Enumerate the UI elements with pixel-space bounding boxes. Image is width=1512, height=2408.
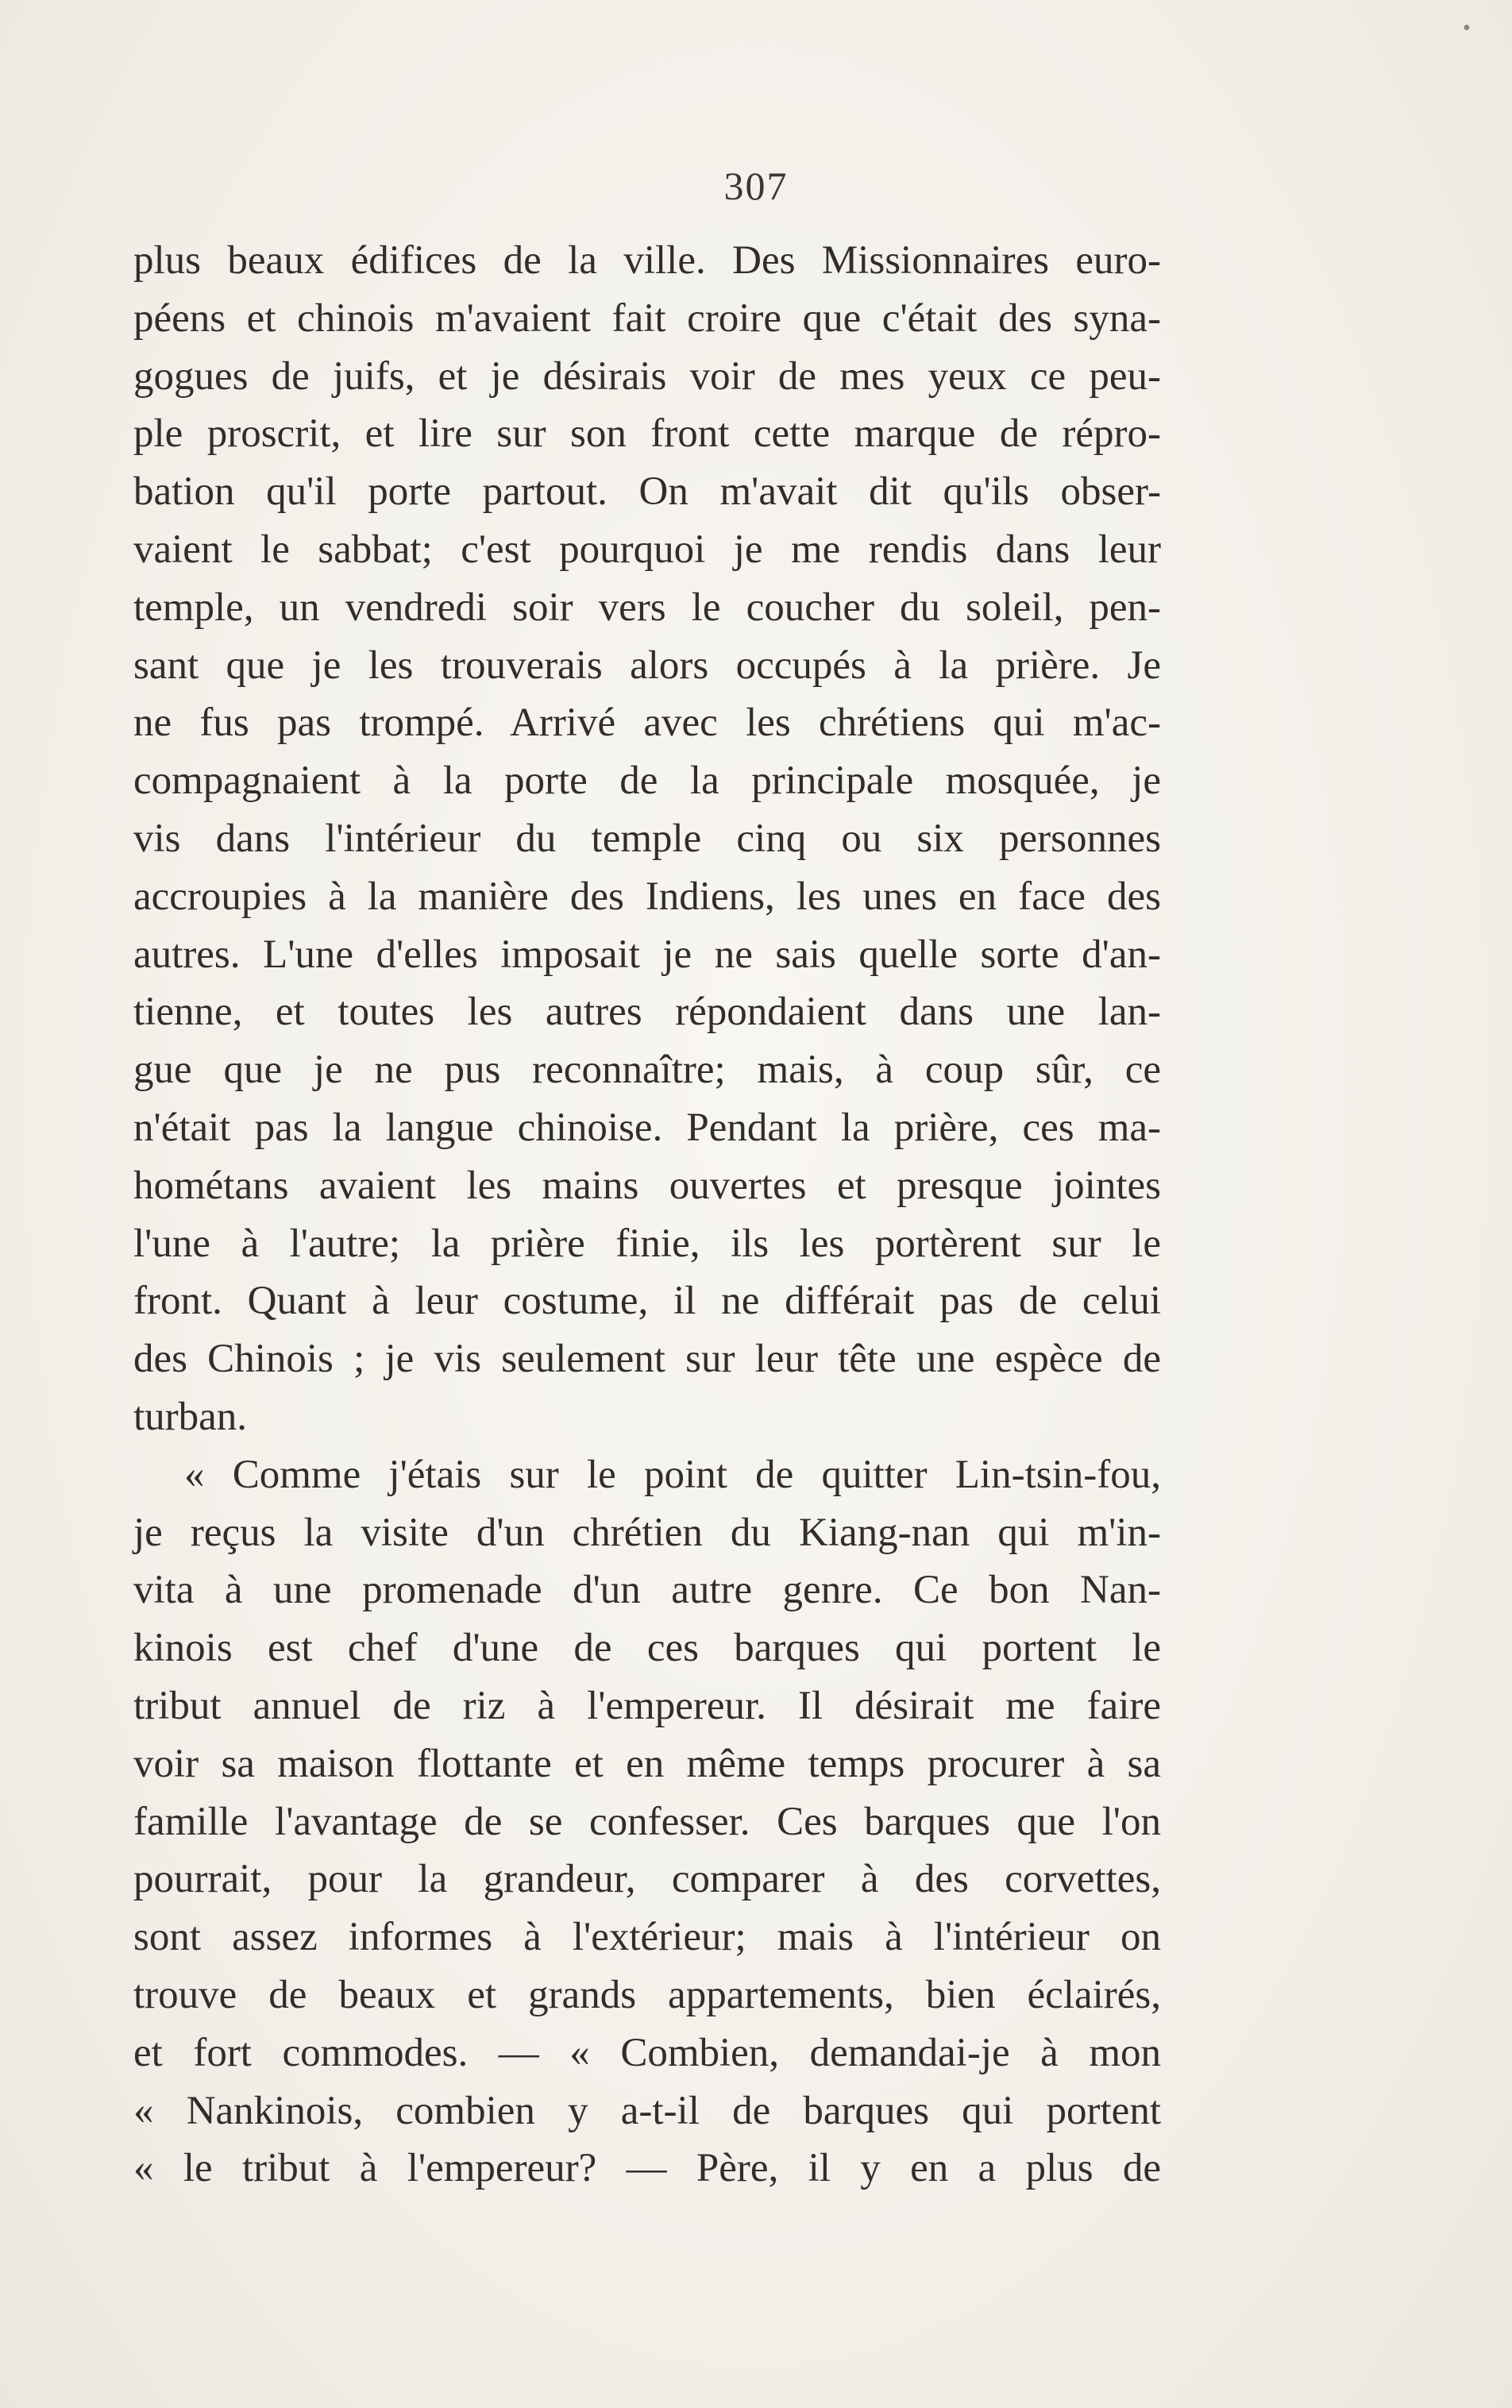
paragraph-start-line: « Comme j'étais sur le point de quitter Lin-tsin-fou, (184, 1452, 1161, 1497)
text-line: l'une à l'autre; la prière finie, ils les portèrent sur le (133, 1221, 1161, 1266)
text-line: « Nankinois, combien y a-t-il de barques qui portent (133, 2088, 1161, 2133)
text-line: vaient le sabbat; c'est pourquoi je me rendis dans leur (133, 527, 1161, 572)
text-line: ple proscrit, et lire sur son front cette marque de répro- (133, 411, 1161, 457)
text-line: péens et chinois m'avaient fait croire que c'était des syna- (133, 295, 1161, 341)
text-line: et fort commodes. — « Combien, demandai-je à mon (133, 2030, 1161, 2075)
text-line: trouve de beaux et grands appartements, bien éclairés, (133, 1972, 1161, 2017)
text-line: plus beaux édifices de la ville. Des Missionnaires euro- (133, 238, 1161, 283)
text-line: hométans avaient les mains ouvertes et presque jointes (133, 1163, 1161, 1208)
text-line: ne fus pas trompé. Arrivé avec les chrétiens qui m'ac- (133, 700, 1161, 746)
text-line: vis dans l'intérieur du temple cinq ou six personnes (133, 816, 1161, 861)
text-line: front. Quant à leur costume, il ne différait pas de celui (133, 1279, 1161, 1324)
text-line: tribut annuel de riz à l'empereur. Il désirait me faire (133, 1683, 1161, 1728)
text-line: vita à une promenade d'un autre genre. Ce bon Nan- (133, 1568, 1161, 1613)
text-line: n'était pas la langue chinoise. Pendant la prière, ces ma- (133, 1105, 1161, 1150)
corner-mark: • (1463, 16, 1471, 41)
text-line: voir sa maison flottante et en même temps procurer à sa (133, 1741, 1161, 1786)
text-line: des Chinois ; je vis seulement sur leur tête une espèce de (133, 1337, 1161, 1382)
body-text (133, 232, 1161, 2198)
text-line: pourrait, pour la grandeur, comparer à des corvettes, (133, 1857, 1161, 1902)
text-line: gue que je ne pus reconnaître; mais, à coup sûr, ce (133, 1048, 1161, 1093)
page-number: 307 (723, 164, 789, 208)
text-line: bation qu'il porte partout. On m'avait dit qu'ils obser- (133, 469, 1161, 515)
text-line: famille l'avantage de se confesser. Ces barques que l'on (133, 1799, 1161, 1844)
text-line: tienne, et toutes les autres répondaient dans une lan- (133, 990, 1161, 1035)
text-line: kinois est chef d'une de ces barques qui portent le (133, 1626, 1161, 1671)
paragraph-end-line: turban. (133, 1394, 248, 1439)
text-line: « le tribut à l'empereur? — Père, il y en a plus de (133, 2146, 1161, 2191)
text-line: compagnaient à la porte de la principale mosquée, je (133, 758, 1161, 804)
text-line: autres. L'une d'elles imposait je ne sais quelle sorte d'an- (133, 932, 1161, 977)
text-line: temple, un vendredi soir vers le coucher du soleil, pen- (133, 585, 1161, 630)
text-line: sont assez informes à l'extérieur; mais à l'intérieur on (133, 1915, 1161, 1960)
text-line: sant que je les trouverais alors occupés à la prière. Je (133, 643, 1161, 688)
text-line: je reçus la visite d'un chrétien du Kiang-nan qui m'in- (133, 1510, 1161, 1555)
text-line: accroupies à la manière des Indiens, les unes en face des (133, 874, 1161, 919)
text-line: gogues de juifs, et je désirais voir de mes yeux ce peu- (133, 353, 1161, 399)
